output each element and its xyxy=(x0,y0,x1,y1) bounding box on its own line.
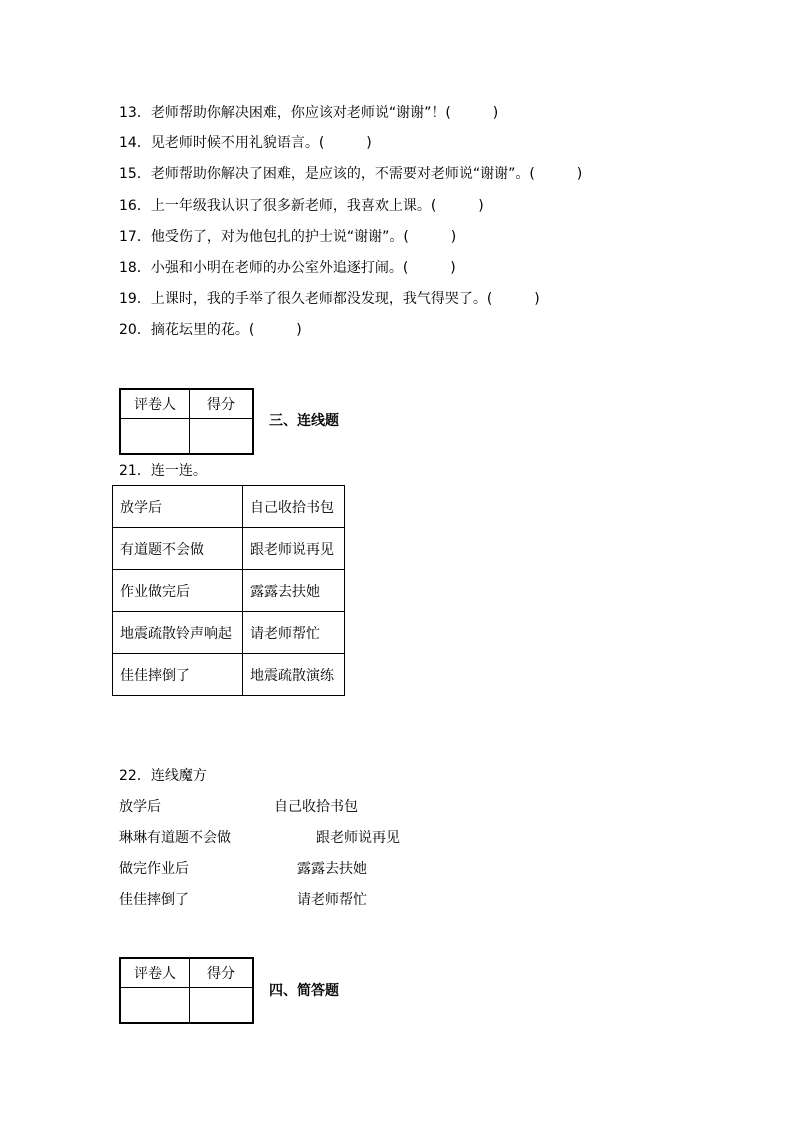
grader-box-section-3 xyxy=(119,388,254,455)
grader-reviewer-cell xyxy=(120,419,190,455)
match-left-cell: 作业做完后 xyxy=(113,570,243,612)
match-right-cell: 跟老师说再见 xyxy=(243,528,345,570)
grader-score-label: 得分 xyxy=(190,958,254,988)
grader-reviewer-label: 评卷人 xyxy=(120,958,190,988)
grader-score-cell xyxy=(190,419,254,455)
match-left-cell: 佳佳摔倒了 xyxy=(113,654,243,696)
question-18: 18．小强和小明在老师的办公室外追逐打闹。( ) xyxy=(119,260,456,276)
table-row xyxy=(113,570,345,612)
match-right-cell: 请老师帮忙 xyxy=(243,612,345,654)
section-4-title: 四、简答题 xyxy=(269,983,339,999)
grader-score-label: 得分 xyxy=(190,389,254,419)
match-left-item: 佳佳摔倒了 xyxy=(119,892,189,908)
table-row xyxy=(113,486,345,528)
table-row xyxy=(113,528,345,570)
question-21-title: 21．连一连。 xyxy=(119,463,207,479)
table-row xyxy=(113,654,345,696)
question-17: 17．他受伤了，对为他包扎的护士说“谢谢”。( ) xyxy=(119,229,457,245)
match-right-item: 自己收拾书包 xyxy=(274,799,358,815)
question-22-title: 22．连线魔方 xyxy=(119,768,207,784)
match-right-cell: 地震疏散演练 xyxy=(243,654,345,696)
match-right-item: 露露去扶她 xyxy=(297,861,367,877)
question-13: 13．老师帮助你解决困难，你应该对老师说“谢谢”！( ) xyxy=(119,105,499,121)
question-19: 19．上课时，我的手举了很久老师都没发现，我气得哭了。( ) xyxy=(119,291,540,307)
match-left-item: 琳琳有道题不会做 xyxy=(119,830,231,846)
match-left-cell: 地震疏散铃声响起 xyxy=(113,612,243,654)
match-left-item: 做完作业后 xyxy=(119,861,189,877)
match-left-cell: 有道题不会做 xyxy=(113,528,243,570)
question-15: 15．老师帮助你解决了困难，是应该的，不需要对老师说“谢谢”。( ) xyxy=(119,166,583,182)
grader-reviewer-label: 评卷人 xyxy=(120,389,190,419)
section-3-title: 三、连线题 xyxy=(269,413,339,429)
match-left-cell: 放学后 xyxy=(113,486,243,528)
question-16: 16．上一年级我认识了很多新老师，我喜欢上课。( ) xyxy=(119,198,484,214)
match-right-item: 请老师帮忙 xyxy=(297,892,367,908)
match-right-cell: 自己收拾书包 xyxy=(243,486,345,528)
match-left-item: 放学后 xyxy=(119,799,161,815)
question-20: 20．摘花坛里的花。( ) xyxy=(119,322,302,338)
grader-score-cell xyxy=(190,988,254,1024)
match-right-cell: 露露去扶她 xyxy=(243,570,345,612)
question-21-table xyxy=(112,485,345,696)
match-right-item: 跟老师说再见 xyxy=(316,830,400,846)
question-14: 14．见老师时候不用礼貌语言。( ) xyxy=(119,135,372,151)
grader-box-section-4 xyxy=(119,957,254,1024)
table-row xyxy=(113,612,345,654)
grader-reviewer-cell xyxy=(120,988,190,1024)
